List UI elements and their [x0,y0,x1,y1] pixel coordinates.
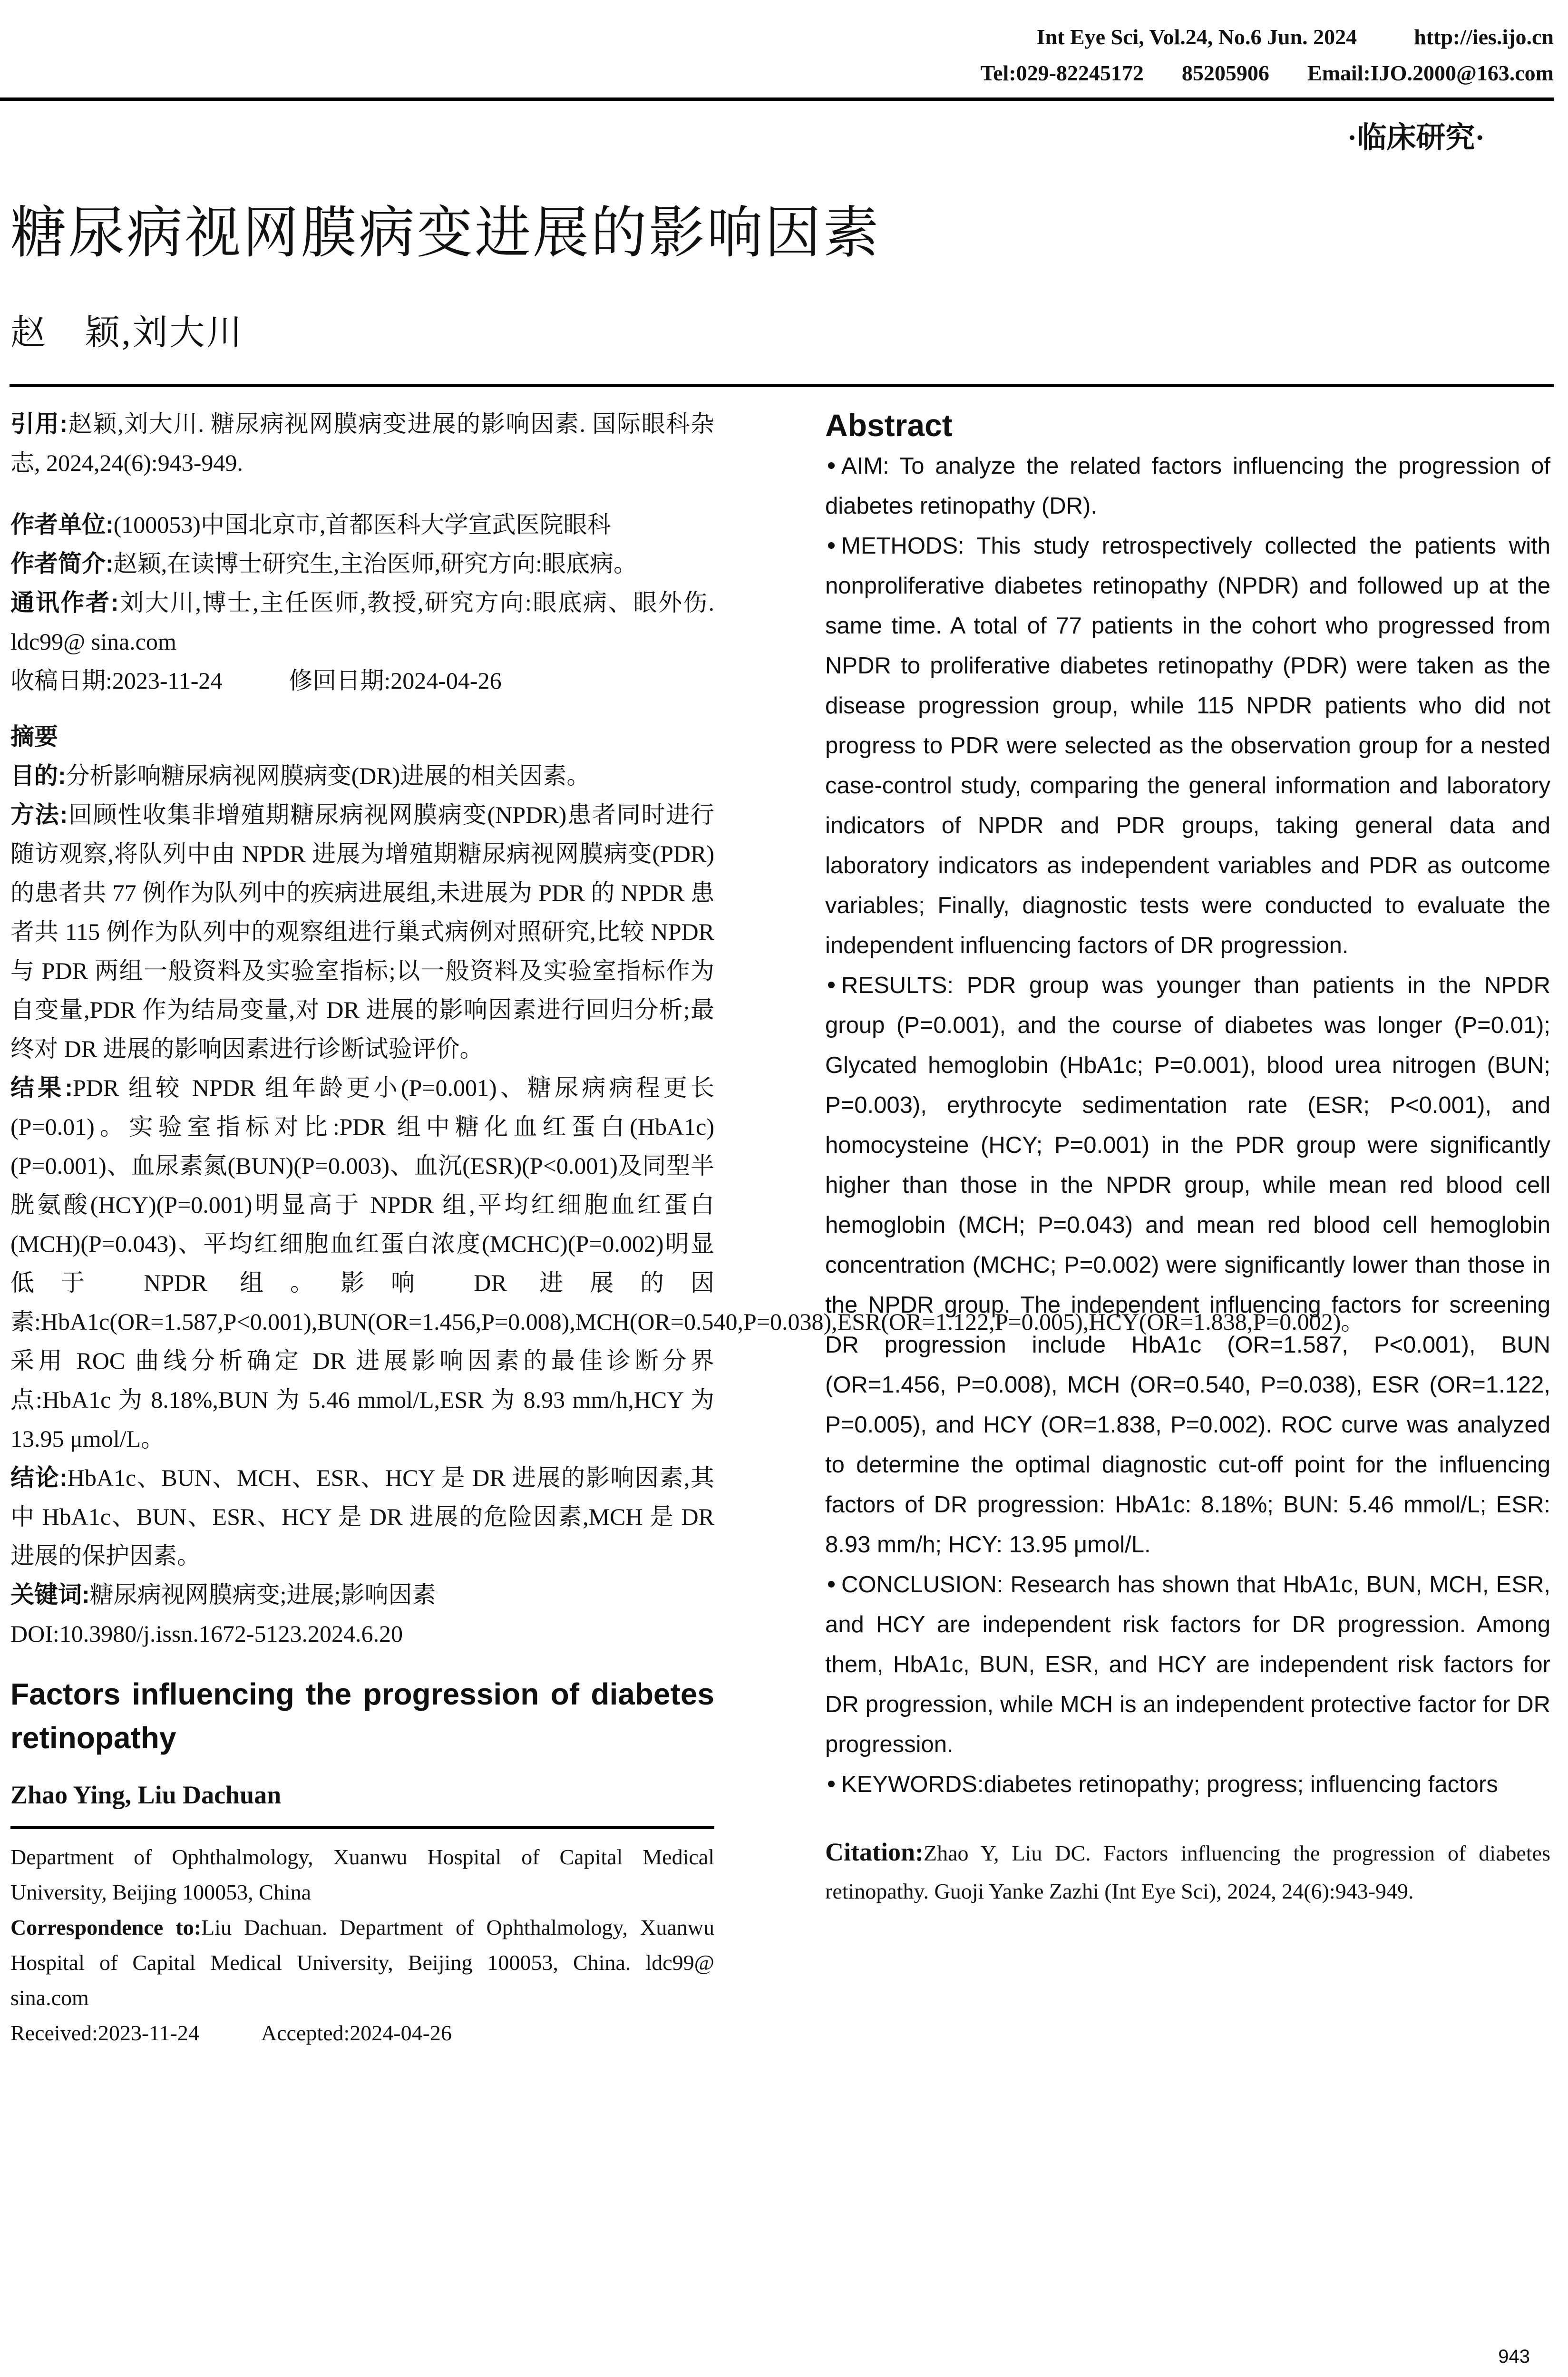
cn-received-label: 收稿日期: [10,667,112,694]
en-conclusion-text: Research has shown that HbA1c, BUN, MCH, ESR, and HCY are independent risk factors for DR progression. Among them, HbA1c, BUN, ESR, and HCY are independent risk factors for DR progression, while MCH is an independent protective factor for DR progression. [825,1572,1551,1757]
en-keywords-label: KEYWORDS: [841,1772,984,1797]
en-conclusion [825,1565,1550,1764]
cn-methods-label: 方法: [10,801,68,828]
cn-corr-label: 通讯作者: [10,589,119,616]
right-column [825,404,1550,1910]
en-affiliation: Department of Ophthalmology, Xuanwu Hospital of Capital Medical University, Beijing 100053, China [10,1845,714,1904]
en-aim-text: To analyze the related factors influencing the progression of diabetes retinopathy (DR). [825,453,1550,519]
cn-conclusion [10,1458,714,1575]
cn-aim [10,756,714,795]
en-accepted: Accepted:2024-04-26 [261,2021,452,2045]
en-aim-label: AIM: [841,453,889,479]
cn-keywords-text: 糖尿病视网膜病变;进展;影响因素 [89,1581,436,1608]
en-citation [825,1833,1550,1910]
page-number: 943 [1498,2346,1530,2367]
cn-abstract-heading: 摘要 [10,723,58,750]
en-results-text: PDR group was younger than patients in the NPDR group (P=0.001), and the course of diabetes was longer (P=0.01); Glycated hemoglobin (HbA1c; P=0.001), blood urea nitrogen (BUN; P=0.003), erythrocyte sedimentation rate (ESR; P<0.001), and homocysteine (HCY; P=0.001) in the PDR group were significantly higher than those in the NPDR group, while mean red blood cell hemoglobin (MCH; P=0.043) and mean red blood cell hemoglobin concentration (MCHC; P=0.002) were significantly lower than those in the NPDR group. The independent influencing factors for screening DR progression include HbA1c (OR=1.587, P<0.001), BUN (OR=1.456, P=0.008), MCH (OR=0.540, P=0.038), ESR (OR=1.122, P=0.005), and HCY (OR=1.838, P=0.002). ROC curve was analyzed to determine the optimal diagnostic cut-off point for the influencing factors of DR progression: HbA1c: 8.18%; BUN: 5.46 mmol/L; ESR: 8.93 mm/h; HCY: 13.95 μmol/L. [825,973,1550,1558]
cn-revised-date: 2024-04-26 [390,667,502,694]
cn-affiliation [10,505,714,544]
bullet-icon [828,982,835,988]
cn-citation-text: 赵颖,刘大川. 糖尿病视网膜病变进展的影响因素. 国际眼科杂志, 2024,24(6):943-949. [10,410,714,476]
en-correspondence [10,1910,714,2016]
article-authors-cn: 赵 颖,刘大川 [10,313,244,352]
header-divider [0,97,1554,101]
cn-revised-label: 修回日期: [289,667,391,694]
journal-email[interactable]: Email:IJO.2000@163.com [1307,61,1554,85]
spacer [10,700,714,717]
en-results [825,965,1550,1565]
title-divider [10,384,1554,387]
en-results-label: RESULTS: [841,973,954,998]
bullet-icon [828,1581,835,1588]
journal-volume-issue: Int Eye Sci, Vol.24, No.6 Jun. 2024 [1036,25,1357,49]
en-aim [825,446,1550,526]
journal-tel2: 85205906 [1181,61,1269,85]
en-corr-label: Correspondence to: [10,1915,202,1939]
en-received: Received:2023-11-24 [10,2021,199,2045]
journal-contact-row [981,55,1554,91]
cn-corr-text: 刘大川,博士,主任医师,教授,研究方向:眼底病、眼外伤. ldc99@ sina.com [10,589,715,655]
cn-affiliation-label: 作者单位: [10,511,114,538]
cn-dates [10,661,714,700]
en-citation-label: Citation: [825,1838,924,1866]
article-title-en: Factors influencing the progression of diabetes retinopathy [10,1677,714,1755]
cn-results-text: PDR 组较 NPDR 组年龄更小(P=0.001)、糖尿病病程更长(P=0.01)。实验室指标对比:PDR 组中糖化血红蛋白(HbA1c)(P=0.001)、血尿素氮(BUN)(P=0.003)、血沉(ESR)(P<0.001)及同型半胱氨酸(HCY)(P=0.001)明显高于 NPDR 组,平均红细胞血红蛋白(MCH)(P=0.043)、平均红细胞血红蛋白浓度(MCHC)(P=0.002)明显低于 NPDR 组。影响 DR 进展的因素:HbA1c(OR=1.587,P<0.001),BUN(OR=1.456,P=0.008),MCH(OR=0.540,P=0.038),ESR(OR=1.122,P=0.005),HCY(OR=1.838,P=0.002)。采用 ROC 曲线分析确定 DR 进展影响因素的最佳诊断分界点:HbA1c 为 8.18%,BUN 为 5.46 mmol/L,ESR 为 8.93 mm/h,HCY 为 13.95 μmol/L。 [10,1074,1365,1452]
bullet-icon [828,1781,835,1787]
cn-bio-text: 赵颖,在读博士研究生,主治医师,研究方向:眼底病。 [113,550,638,577]
en-citation-text: Zhao Y, Liu DC. Factors influencing the progression of diabetes retinopathy. Guoji Yanke Zazhi (Int Eye Sci), 2024, 24(6):943-949. [825,1841,1550,1903]
en-title-divider [10,1826,714,1829]
en-methods [825,526,1550,965]
cn-aim-text: 分析影响糖尿病视网膜病变(DR)进展的相关因素。 [66,762,591,789]
cn-citation-label: 引用: [10,410,68,437]
cn-results-label: 结果: [10,1074,73,1101]
cn-corresponding-author [10,583,714,661]
en-dates [10,2016,714,2051]
en-methods-text: This study retrospectively collected the patients with nonproliferative diabetes retinopathy (NPDR) and followed up at the same time. A total of 77 patients in the cohort who progressed from NPDR to proliferative diabetes retinopathy (PDR) were taken as the disease progression group, while 115 NPDR patients who did not progress to PDR were selected as the observation group for a nested case-control study, comparing the general information and laboratory indicators of NPDR and PDR groups, taking general data and laboratory indicators as independent variables and PDR as outcome variables; Finally, diagnostic tests were conducted to evaluate the independent influencing factors of DR progression. [825,533,1550,958]
cn-keywords [10,1575,714,1614]
spacer [10,482,714,505]
en-corr-text: Liu Dachuan. Department of Ophthalmology, Xuanwu Hospital of Capital Medical University, Beijing 100053, China. ldc99@ sina.com [10,1915,714,2010]
cn-conclusion-text: HbA1c、BUN、MCH、ESR、HCY 是 DR 进展的影响因素,其中 HbA1c、BUN、ESR、HCY 是 DR 进展的危险因素,MCH 是 DR 进展的保护因素。 [10,1464,714,1569]
section-label: ·临床研究· [1347,122,1485,154]
en-keywords [825,1764,1550,1804]
en-conclusion-label: CONCLUSION: [841,1572,1003,1598]
cn-keywords-label: 关键词: [10,1581,90,1608]
doi[interactable]: DOI:10.3980/j.issn.1672-5123.2024.6.20 [10,1620,403,1647]
cn-aim-label: 目的: [10,762,66,789]
cn-author-bio [10,544,714,583]
journal-url[interactable]: http://ies.ijo.cn [1414,25,1554,49]
bullet-icon [828,462,835,469]
journal-info-row [981,19,1554,55]
article-title-cn: 糖尿病视网膜病变进展的影响因素 [10,202,881,264]
cn-conclusion-label: 结论: [10,1464,68,1491]
cn-received-date: 2023-11-24 [112,667,223,694]
cn-methods-text: 回顾性收集非增殖期糖尿病视网膜病变(NPDR)患者同时进行随访观察,将队列中由 NPDR 进展为增殖期糖尿病视网膜病变(PDR)的患者共 77 例作为队列中的疾病进展组,未进展为 PDR 的 NPDR 患者共 115 例作为队列中的观察组进行巢式病例对照研究,比较 NPDR 与 PDR 两组一般资料及实验室指标;以一般资料及实验室指标作为自变量,PDR 作为结局变量,对 DR 进展的影响因素进行回归分析;最终对 DR 进展的影响因素进行诊断试验评价。 [10,801,714,1062]
running-header [981,19,1554,91]
cn-bio-label: 作者简介: [10,550,114,577]
en-abstract-heading: Abstract [825,408,953,443]
en-keywords-text: diabetes retinopathy; progress; influencing factors [984,1772,1498,1797]
bullet-icon [828,542,835,549]
cn-citation [10,404,714,482]
cn-results [10,1068,1365,1458]
cn-affiliation-text: (100053)中国北京市,首都医科大学宣武医院眼科 [113,511,611,538]
cn-methods [10,795,714,1068]
journal-tel: Tel:029-82245172 [980,61,1144,85]
article-authors-en: Zhao Ying, Liu Dachuan [10,1781,282,1809]
en-methods-label: METHODS: [841,533,964,559]
